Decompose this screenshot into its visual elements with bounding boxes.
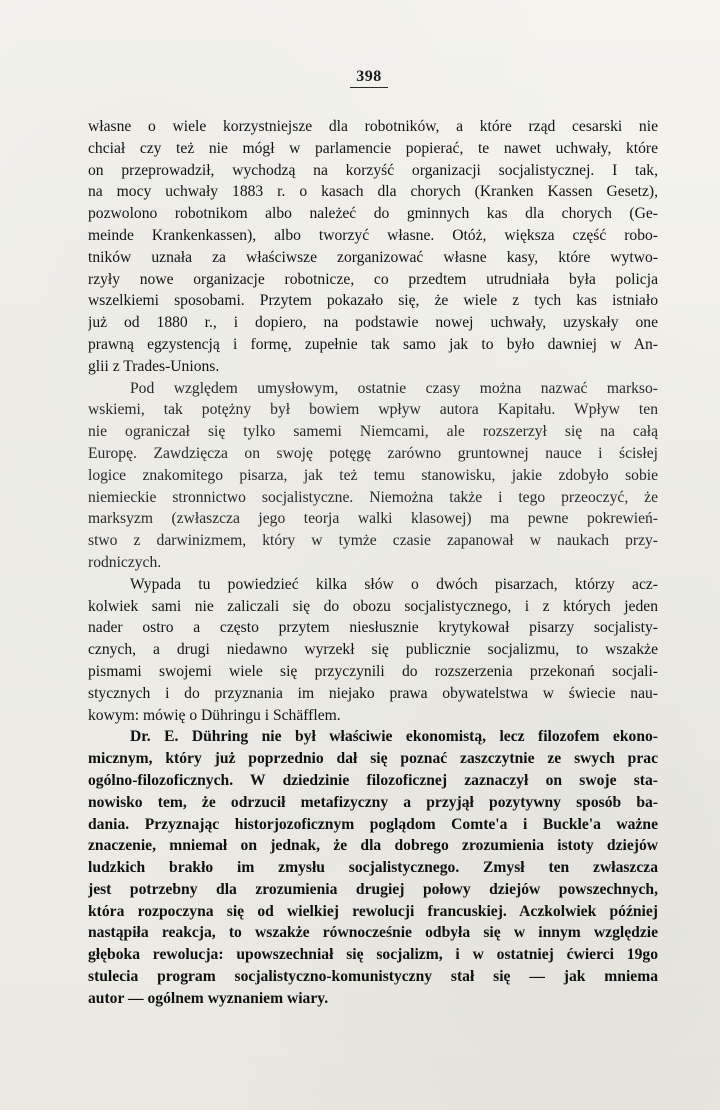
text-line: stulecia program socjalistyczno-komunistyczny stał się — jak mniema xyxy=(88,968,658,986)
text-line: rodniczych. xyxy=(88,553,162,571)
text-line: wszelkiemi sposobami. Przytem pokazało się, że wiele z tych kas istniało xyxy=(88,292,658,310)
text-line: własne o wiele korzystniejsze dla robotników, a które rząd cesarski nie xyxy=(88,118,658,135)
text-line: dania. Przyznając historjozoficznym poglądom Comte'a i Buckle'a ważne xyxy=(88,815,658,833)
text-line: ogólno-filozoficznych. W dziedzinie filozoficznej zaznaczył on swoje sta- xyxy=(88,771,658,789)
text-line: chciał czy też nie mógł w parlamencie popierać, te nawet uchwały, które xyxy=(88,139,658,157)
text-line: pozwolono robotnikom albo należeć do gminnych kas dla chorych (Ge- xyxy=(88,205,658,223)
text-line: meinde Krankenkassen), albo tworzyć własne. Otóż, większa część robo- xyxy=(88,226,658,244)
text-line: cznych, a drugi niedawno wyrzekł się publicznie socjalizmu, to wszakże xyxy=(88,641,658,659)
paragraph-4 xyxy=(88,726,658,1009)
text-line: stwo z darwinizmem, który w tymże czasie zapanował w naukach przy- xyxy=(88,532,658,550)
text-line: nastąpiła reakcja, to wszakże równocześnie odbyła się w innym względzie xyxy=(88,924,658,942)
page-number-text: 398 xyxy=(350,68,388,88)
text-line: już od 1880 r., i dopiero, na podstawie nowej uchwały, uzyskały one xyxy=(88,314,658,332)
text-line: głęboka rewolucja: upowszechniał się socjalizm, i w ostatniej ćwierci 19go xyxy=(88,946,658,964)
text-line: nie ograniczał się tylko samemi Niemcami, ale rozszerzył się na całą xyxy=(88,423,658,441)
text-line: autor — ogólnem wyznaniem wiary. xyxy=(88,989,329,1007)
text-line: która rozpoczyna się od wielkiej rewolucji francuskiej. Aczkolwiek później xyxy=(88,902,658,920)
text-line: micznym, który już poprzednio dał się poznać zaszczytnie ze swych prac xyxy=(88,750,658,768)
text-line: ludzkich brakło im zmysłu socjalistycznego. Zmysł ten zwłaszcza xyxy=(88,859,658,877)
text-line: kolwiek sami nie zaliczali się do obozu socjalistycznego, i z których jeden xyxy=(88,597,658,615)
text-line: logice znakomitego pisarza, jak też temu stanowisku, jakie zdobyło sobie xyxy=(88,466,658,484)
text-line: prawną egzystencją i formę, zupełnie tak samo jak to było dawniej w An- xyxy=(88,335,658,353)
text-line: Dr. E. Dühring nie był właściwie ekonomistą, lecz filozofem ekono- xyxy=(130,728,658,746)
text-line: niemieckie stronnictwo socjalistyczne. Niemożna także i tego przeoczyć, że xyxy=(88,488,658,506)
text-line: nowisko tem, że odrzucił metafizyczny a przyjął pozytywny sposób ba- xyxy=(88,793,658,811)
text-line: pismami swojemi wiele się przyczynili do rozszerzenia przekonań socjali- xyxy=(88,662,658,680)
text-line: nader ostro a często przytem niesłusznie krytykował pisarzy socjalisty- xyxy=(88,619,658,637)
text-line: stycznych i do przyznania im niejako prawa obywatelstwa w świecie nau- xyxy=(88,684,658,702)
paragraph-1 xyxy=(88,116,658,378)
text-line: Europę. Zawdzięcza on swoję potęgę zarówno gruntownej nauce i ścisłej xyxy=(88,444,658,462)
text-line: znaczenie, mniemał on jednak, że dla dobrego zrozumienia istoty dziejów xyxy=(88,837,658,855)
text-line: kowym: mówię o Dühringu i Schäfflem. xyxy=(88,706,341,724)
text-line: rzyły nowe organizacje robotnicze, co przedtem utrudniała była policja xyxy=(88,270,658,288)
text-line: Wypada tu powiedzieć kilka słów o dwóch pisarzach, którzy acz- xyxy=(130,575,658,593)
text-line: na mocy uchwały 1883 r. o kasach dla chorych (Kranken Kassen Gesetz), xyxy=(88,183,658,201)
paragraph-3 xyxy=(88,574,658,727)
paragraph-2 xyxy=(88,378,658,574)
text-line: glii z Trades-Unions. xyxy=(88,357,220,375)
body-text xyxy=(88,116,658,1010)
text-line: marksyzm (zwłaszcza jego teorja walki klasowej) ma pewne pokrewień- xyxy=(88,510,658,528)
text-line: jest potrzebny dla zrozumienia drugiej połowy dziejów powszechnych, xyxy=(88,880,658,898)
text-line: tników uznała za właściwsze zorganizować własne kasy, które wytwo- xyxy=(88,248,658,266)
text-line: wskiemi, tak potężny był bowiem wpływ autora Kapitału. Wpływ ten xyxy=(88,401,658,419)
text-line: Pod względem umysłowym, ostatnie czasy można nazwać markso- xyxy=(130,379,658,397)
text-line: on przeprowadził, wychodzą na korzyść organizacji socjalistycznej. I tak, xyxy=(88,161,658,179)
page-number xyxy=(0,68,720,88)
